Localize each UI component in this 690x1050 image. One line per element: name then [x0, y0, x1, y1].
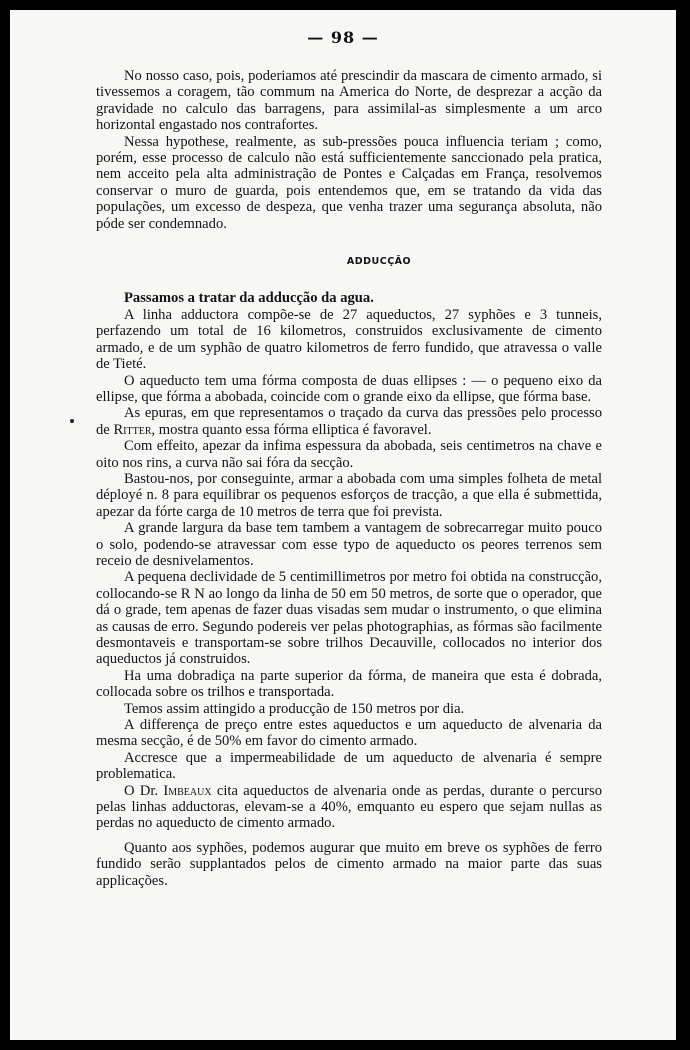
paragraph: Accresce que a impermeabilidade de um aqueducto de alvenaria é sempre problematica.: [96, 749, 602, 783]
paragraph: A pequena declividade de 5 centimillimetros por metro foi obtida na construcção, collocando-se R N ao longo da linha de 50 em 50 metros, de sorte que o operador, que dá o grade, tem apenas de fazer duas visadas sem mudar o instrumento, o que elimina as causas de erro. Segundo podereis ver pelas photographias, as fórmas são facilmente desmontaveis e transportam-se sobre trilhos Decauville, collocados no interior dos aqueductos já construidos.: [96, 569, 602, 668]
paragraph: Quanto aos syphões, podemos augurar que muito em breve os syphões de ferro fundido serão supplantados pelos de cimento armado na maior parte das suas applicações.: [96, 839, 602, 889]
paragraph: A linha adductora compõe-se de 27 aqueductos, 27 syphões e 3 tunneis, perfazendo um total de 16 kilometros, construidos exclusivamente de cimento armado, e de um syphão de quatro kilometros de ferro fundido, que atravessa o valle de Tieté.: [96, 306, 602, 373]
book-page: [10, 10, 676, 1040]
paragraph: A grande largura da base tem tambem a vantagem de sobrecarregar muito pouco o solo, podendo-se atravessar com esse typo de aqueducto os peores terrenos sem receio de desnivelamentos.: [96, 520, 602, 569]
section-heading: ADDUCÇÃO: [346, 256, 412, 268]
paragraph: Temos assim attingido a producção de 150 metros por dia.: [124, 700, 465, 717]
author-name-imbeaux: Imbeaux: [163, 782, 212, 799]
paragraph: Ha uma dobradiça na parte superior da fórma, de maneira que esta é dobrada, collocada sobre os trilhos e transportada.: [96, 667, 602, 701]
paragraph: Passamos a tratar da adducção da agua.: [124, 290, 374, 307]
author-name-ritter: Ritter: [113, 421, 152, 438]
paragraph: No nosso caso, pois, poderiamos até prescindir da mascara de cimento armado, si tivessemos a coragem, tão commum na America do Norte, de desprezar a acção da gravidade no calculo das barragens, para assimilal-as simplesmente a um arco horizontal engastado nos contrafortes.: [96, 68, 602, 134]
paragraph: Com effeito, apezar da infima espessura da abobada, seis centimetros na chave e oito nos rins, a curva não sai fóra da secção.: [96, 438, 602, 471]
paragraph: A differença de preço entre estes aqueductos e um aqueducto de alvenaria da mesma secção, é de 50% em favor do cimento armado.: [96, 717, 602, 750]
body-text: [96, 68, 602, 889]
paragraph: [96, 405, 602, 438]
paragraph-text: , mostra quanto essa fórma elliptica é favoravel.: [151, 421, 432, 438]
paragraph: Nessa hypothese, realmente, as sub-pressões pouca influencia teriam ; como, porém, esse processo de calculo não está sufficientemente sanccionado pela pratica, nem acceito pela alta administração de Pontes e Calçadas em França, resolvemos conservar o muro de guarda, pois entendemos que, em se tratando da vida das populações, um excesso de despeza, que venha trazer uma segurança absoluta, não póde ser condemnado.: [96, 133, 602, 232]
margin-dot: [70, 419, 74, 423]
paragraph-text: O Dr.: [124, 782, 164, 799]
paragraph: Bastou-nos, por conseguinte, armar a abobada com uma simples folheta de metal déployé n. 8 para equilibrar os pequenos esforços de tracção, a que ella é submettida, apezar da fórte carga de 10 metros de terra que foi prevista.: [96, 470, 602, 520]
paragraph: [96, 783, 602, 832]
paragraph-text: As epuras, em que representamos o traçado da curva das pressões pelo processo de: [96, 405, 602, 438]
paragraph: O aqueducto tem uma fórma composta de duas ellipses : — o pequeno eixo da ellipse, que fórma a abobada, coincide com o grande eixo da ellipse, que fórma base.: [96, 372, 602, 405]
page-number: — 98 —: [307, 28, 379, 47]
paragraph-text: cita aqueductos de alvenaria onde as perdas, durante o percurso pelas linhas adductoras, elevam-se a 40%, emquanto eu espero que sejam nullas as perdas no aqueducto de cimento armado.: [96, 782, 603, 832]
